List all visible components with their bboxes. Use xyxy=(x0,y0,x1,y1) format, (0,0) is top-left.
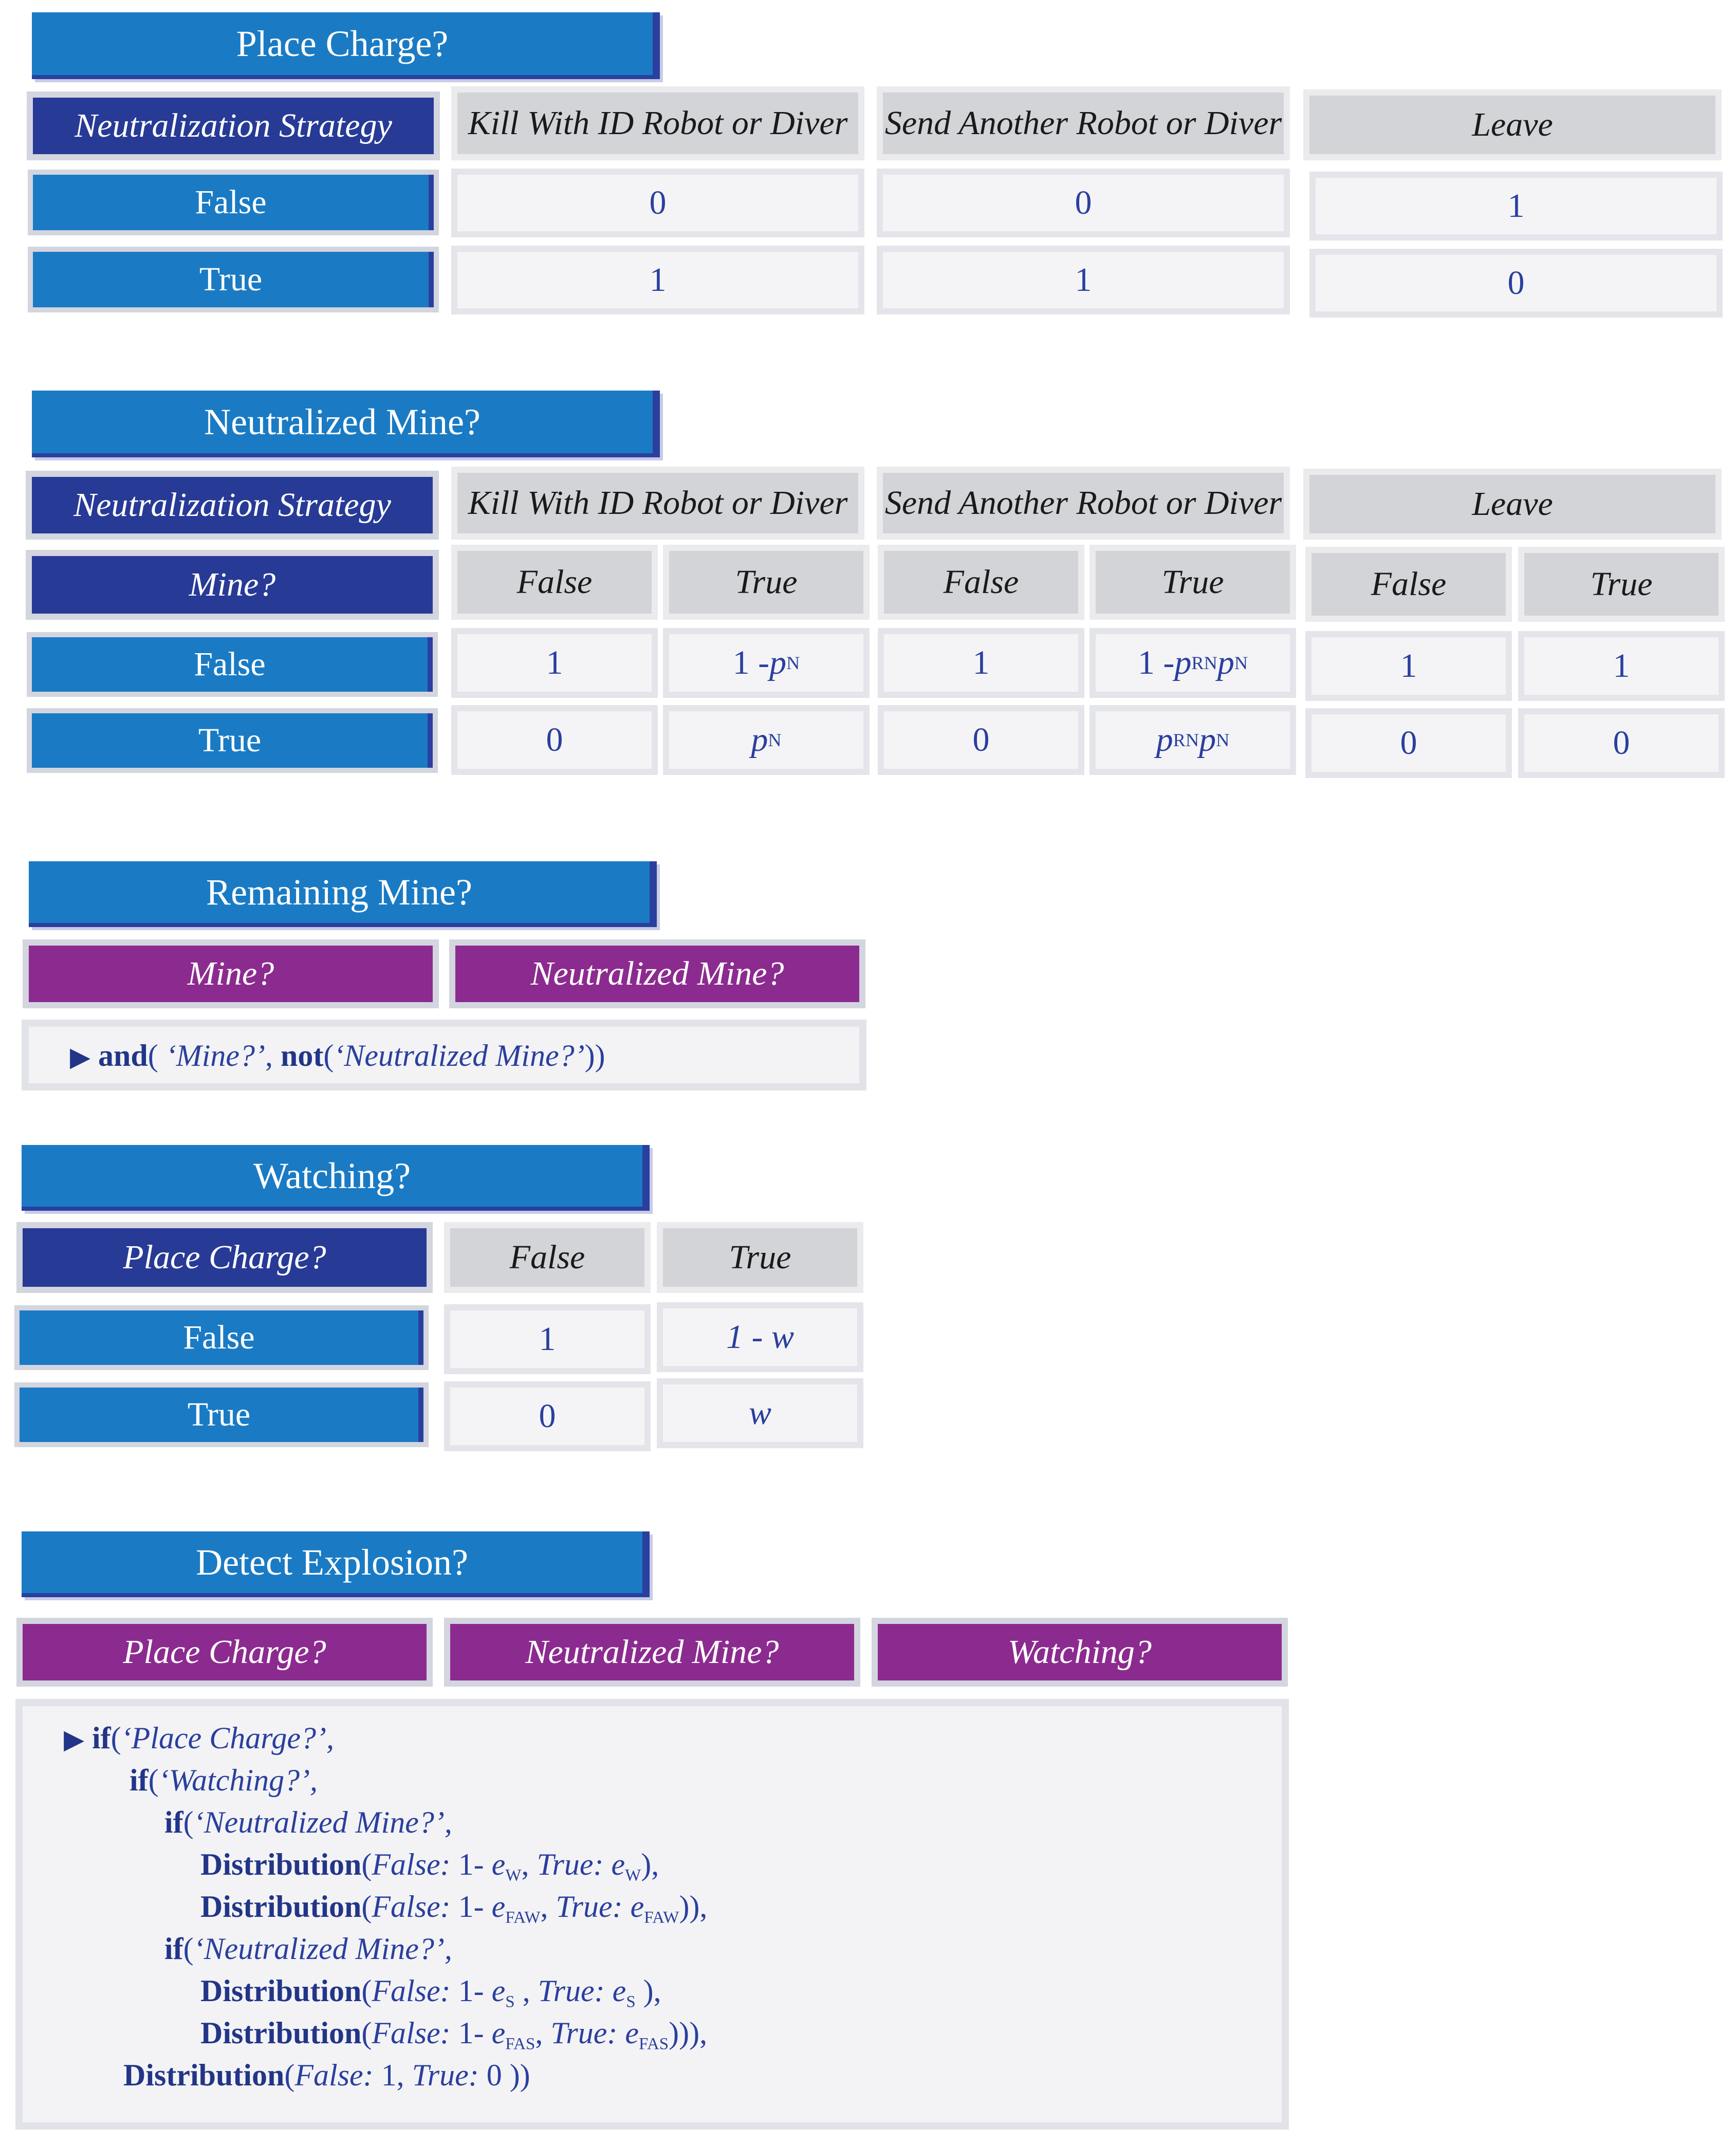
remaining-mine-title: Remaining Mine? xyxy=(29,861,657,927)
place-charge-parent-label: Neutralization Strategy xyxy=(33,98,434,154)
place-charge-col-leave: Leave xyxy=(1309,96,1715,154)
watching-cell: w xyxy=(663,1384,857,1442)
place-charge-title: Place Charge? xyxy=(32,12,660,79)
place-charge-row-false: False xyxy=(33,175,434,230)
neutralized-mine-strategy-kill: Kill With ID Robot or Diver xyxy=(457,473,858,533)
watching-parent-label: Place Charge? xyxy=(23,1228,427,1287)
remaining-mine-parent-neutralized: Neutralized Mine? xyxy=(455,946,859,1002)
place-charge-col-send: Send Another Robot or Diver xyxy=(883,93,1284,154)
neutralized-mine-parent1-label: Neutralization Strategy xyxy=(32,477,433,533)
remaining-mine-formula: ▶ and( ‘Mine?’, not(‘Neutralized Mine?’)) xyxy=(29,1027,859,1083)
neutralized-mine-state: True xyxy=(669,551,863,614)
neutralized-mine-cell: 1 xyxy=(457,634,652,692)
place-charge-cell: 1 xyxy=(457,252,858,308)
neutralized-mine-state: False xyxy=(1312,553,1506,616)
watching-cell: 0 xyxy=(450,1388,644,1445)
place-charge-cell: 1 xyxy=(1316,178,1716,234)
expand-triangle-icon: ▶ xyxy=(70,1043,90,1072)
watching-col-true: True xyxy=(663,1228,857,1287)
neutralized-mine-parent2-label: Mine? xyxy=(32,556,433,614)
neutralized-mine-cell: p N xyxy=(669,711,863,769)
detect-explosion-parent-place: Place Charge? xyxy=(23,1624,427,1680)
neutralized-mine-cell: 0 xyxy=(884,711,1078,769)
detect-explosion-title: Detect Explosion? xyxy=(22,1531,650,1597)
detect-explosion-parent-neutralized: Neutralized Mine? xyxy=(450,1624,854,1680)
neutralized-mine-cell: 1 xyxy=(884,634,1078,692)
neutralized-mine-cell: 0 xyxy=(1524,714,1719,772)
watching-cell: 1 - w xyxy=(663,1308,857,1366)
neutralized-mine-state: False xyxy=(884,551,1078,614)
neutralized-mine-row-false: False xyxy=(32,637,433,692)
neutralized-mine-cell: p RN p N xyxy=(1096,711,1290,769)
watching-row-true: True xyxy=(20,1388,423,1442)
watching-title: Watching? xyxy=(22,1145,650,1211)
neutralized-mine-strategy-leave: Leave xyxy=(1309,475,1715,533)
neutralized-mine-cell: 1 xyxy=(1312,637,1506,695)
watching-cell: 1 xyxy=(450,1310,644,1368)
neutralized-mine-state: True xyxy=(1524,553,1719,616)
neutralized-mine-cell: 0 xyxy=(457,711,652,769)
neutralized-mine-cell: 1 xyxy=(1524,637,1719,695)
place-charge-cell: 0 xyxy=(883,175,1284,231)
place-charge-col-kill: Kill With ID Robot or Diver xyxy=(457,93,858,154)
place-charge-cell: 0 xyxy=(457,175,858,231)
neutralized-mine-row-true: True xyxy=(32,713,433,768)
place-charge-cell: 1 xyxy=(883,252,1284,308)
detect-explosion-formula: ▶ if(‘Place Charge?’, if(‘Watching?’, if(‘Neutralized Mine?’, Distribution(False: 1- $e_W$, True: $e_W$), Distribution(False: 1- $e_{FAW}$, True: $e_{FAW}$)), if(‘Neutralized Mine?’, Distribution(False: 1- $e_S$ , True: $e_S$ ), Distribution(False: 1- $e_{FAS}$, True: $e_{FAS}$))), Distribution(False: 1, True: 0 )) xyxy=(23,1706,1282,2122)
watching-row-false: False xyxy=(20,1310,423,1365)
detect-explosion-parent-watching: Watching? xyxy=(878,1624,1282,1680)
watching-col-false: False xyxy=(450,1228,644,1287)
neutralized-mine-state: False xyxy=(457,551,652,614)
neutralized-mine-state: True xyxy=(1096,551,1290,614)
neutralized-mine-strategy-send: Send Another Robot or Diver xyxy=(883,473,1284,533)
neutralized-mine-cell: 0 xyxy=(1312,714,1506,772)
neutralized-mine-title: Neutralized Mine? xyxy=(32,391,660,457)
expand-triangle-icon: ▶ xyxy=(64,1725,84,1754)
place-charge-cell: 0 xyxy=(1316,255,1716,311)
neutralized-mine-cell: 1 - p N xyxy=(669,634,863,692)
remaining-mine-parent-mine: Mine? xyxy=(29,946,433,1002)
neutralized-mine-cell: 1 - p RN p N xyxy=(1096,634,1290,692)
place-charge-row-true: True xyxy=(33,252,434,307)
